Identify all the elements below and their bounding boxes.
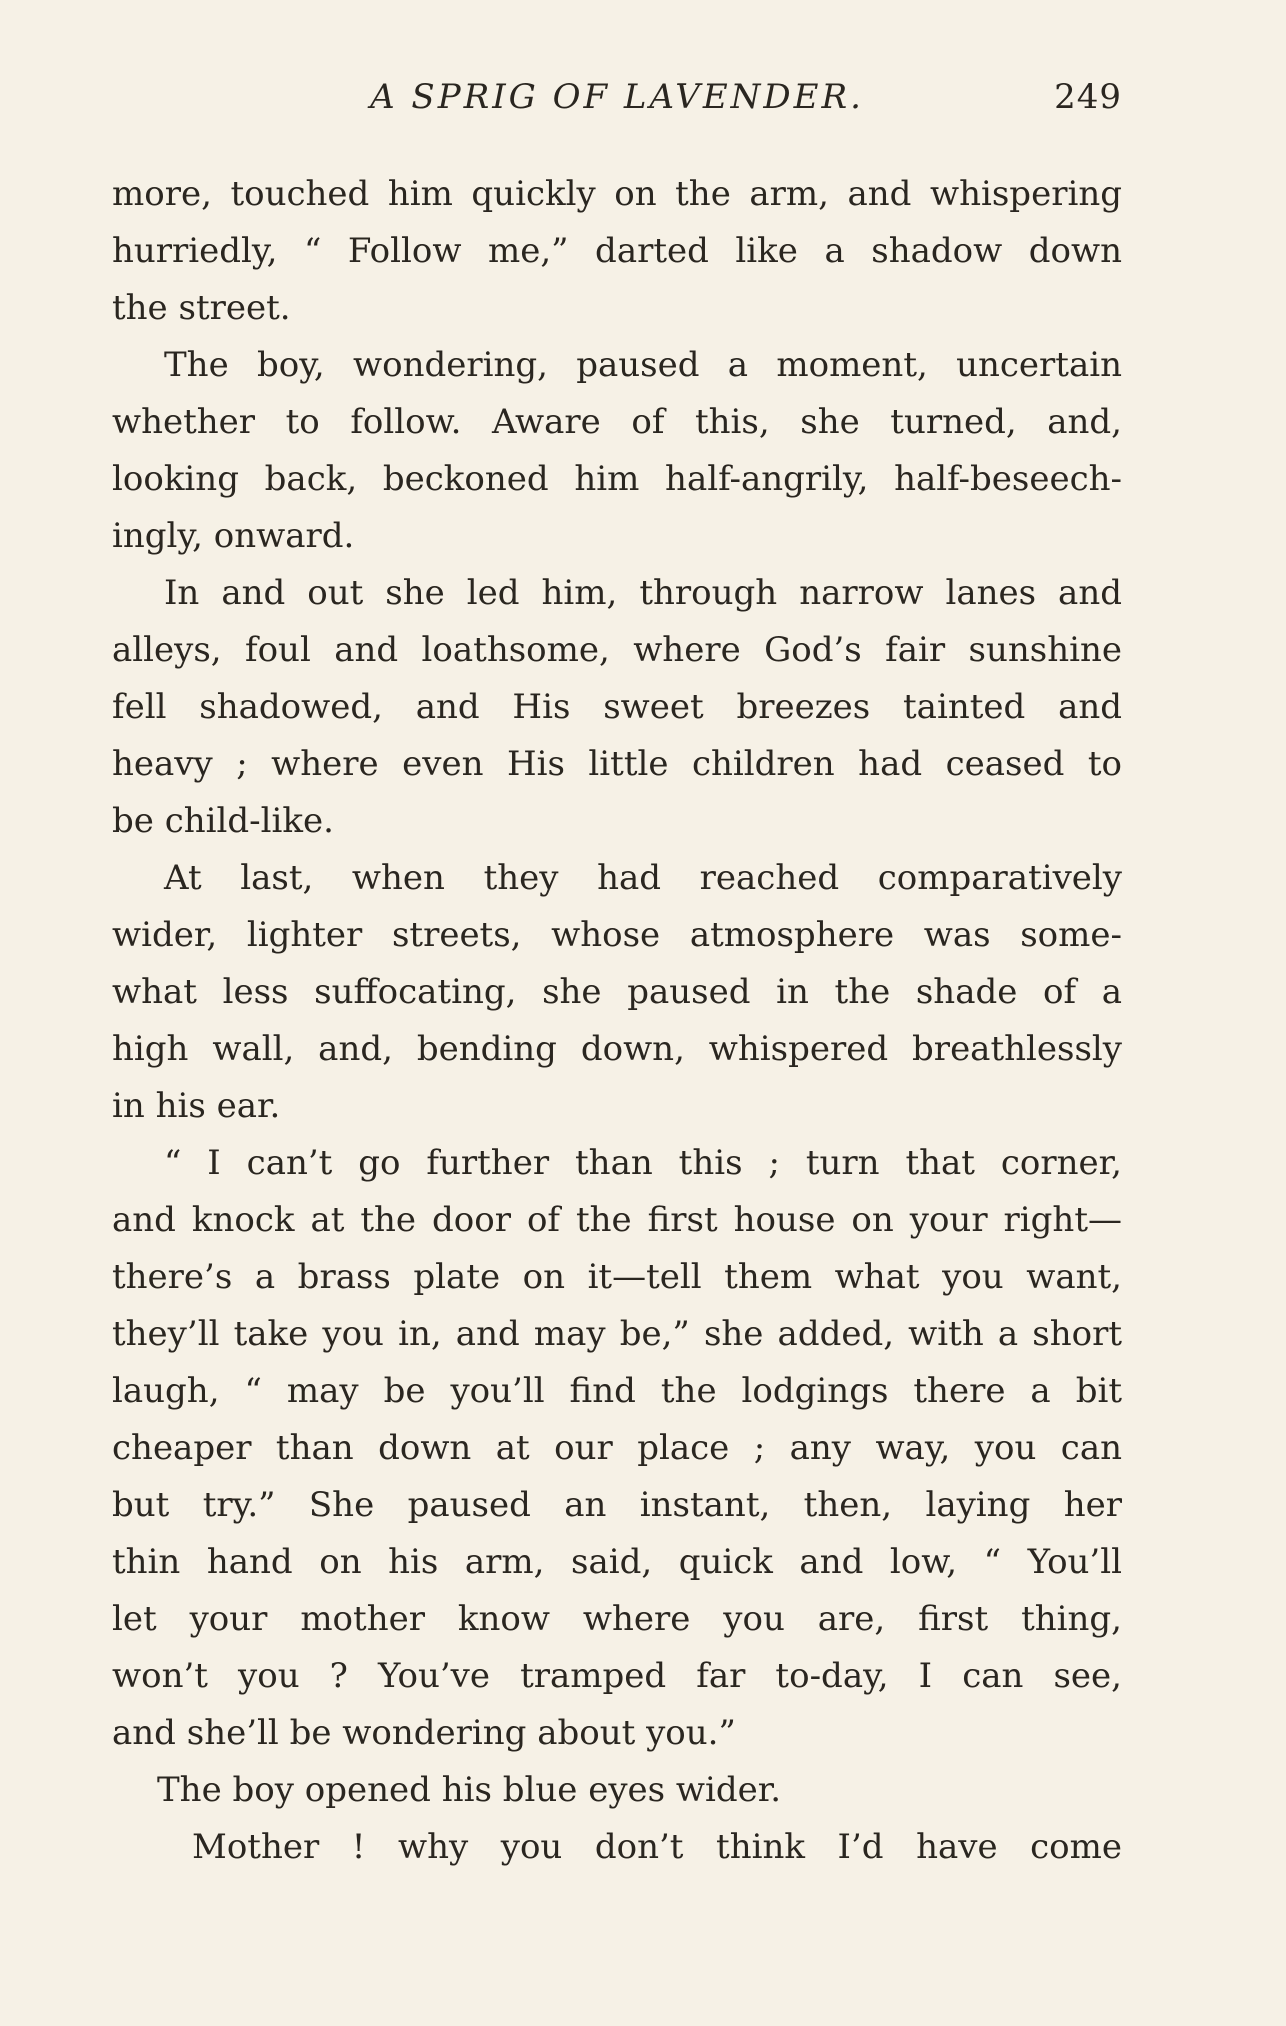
text-line: cheaper than down at our place ; any way, you can	[112, 1428, 1122, 1468]
text-line: high wall, and, bending down, whispered breathlessly	[112, 1029, 1122, 1069]
text-line: the street.	[112, 288, 291, 328]
body-text	[112, 166, 1122, 1876]
text-line: and she’ll be wondering about you.”	[112, 1713, 736, 1753]
text-line: whether to follow. Aware of this, she turned, and,	[112, 402, 1122, 442]
text-line: The boy opened his blue eyes wider.	[157, 1770, 782, 1810]
text-line: won’t you ? You’ve tramped far to-day, I can see,	[112, 1656, 1122, 1696]
text-line: they’ll take you in, and may be,” she added, with a short	[112, 1314, 1122, 1354]
text-line: The boy, wondering, paused a moment, uncertain	[164, 345, 1122, 385]
text-line: “ I can’t go further than this ; turn that corner,	[164, 1143, 1122, 1183]
text-line: alleys, foul and loathsome, where God’s fair sunshine	[112, 630, 1122, 670]
text-line: and knock at the door of the first house on your right—	[112, 1200, 1122, 1240]
text-line: let your mother know where you are, first thing,	[112, 1599, 1122, 1639]
text-line: laugh, “ may be you’ll find the lodgings there a bit	[112, 1371, 1122, 1411]
running-title: A SPRIG OF LAVENDER.	[370, 77, 864, 117]
page-number: 249	[1054, 77, 1122, 117]
text-line: fell shadowed, and His sweet breezes tainted and	[112, 687, 1122, 727]
text-line: more, touched him quickly on the arm, and whispering	[112, 174, 1122, 214]
text-line: hurriedly, “ Follow me,” darted like a shadow down	[112, 231, 1122, 271]
text-line: but try.” She paused an instant, then, laying her	[112, 1485, 1122, 1525]
text-line: wider, lighter streets, whose atmosphere was some-	[112, 915, 1122, 955]
running-head	[112, 72, 1122, 122]
text-line: there’s a brass plate on it—tell them what you want,	[112, 1257, 1122, 1297]
text-line: heavy ; where even His little children had ceased to	[112, 744, 1122, 784]
text-line: what less suffocating, she paused in the shade of a	[112, 972, 1122, 1012]
text-line: looking back, beckoned him half-angrily, half-beseech-	[112, 459, 1122, 499]
text-line: ingly, onward.	[112, 516, 355, 556]
text-line: In and out she led him, through narrow lanes and	[164, 573, 1122, 613]
text-line: At last, when they had reached comparatively	[164, 858, 1122, 898]
text-line: Mother ! why you don’t think I’d have come	[192, 1827, 1122, 1867]
text-line: thin hand on his arm, said, quick and low, “ You’ll	[112, 1542, 1122, 1582]
text-line: be child-like.	[112, 801, 334, 841]
text-line: in his ear.	[112, 1086, 281, 1126]
